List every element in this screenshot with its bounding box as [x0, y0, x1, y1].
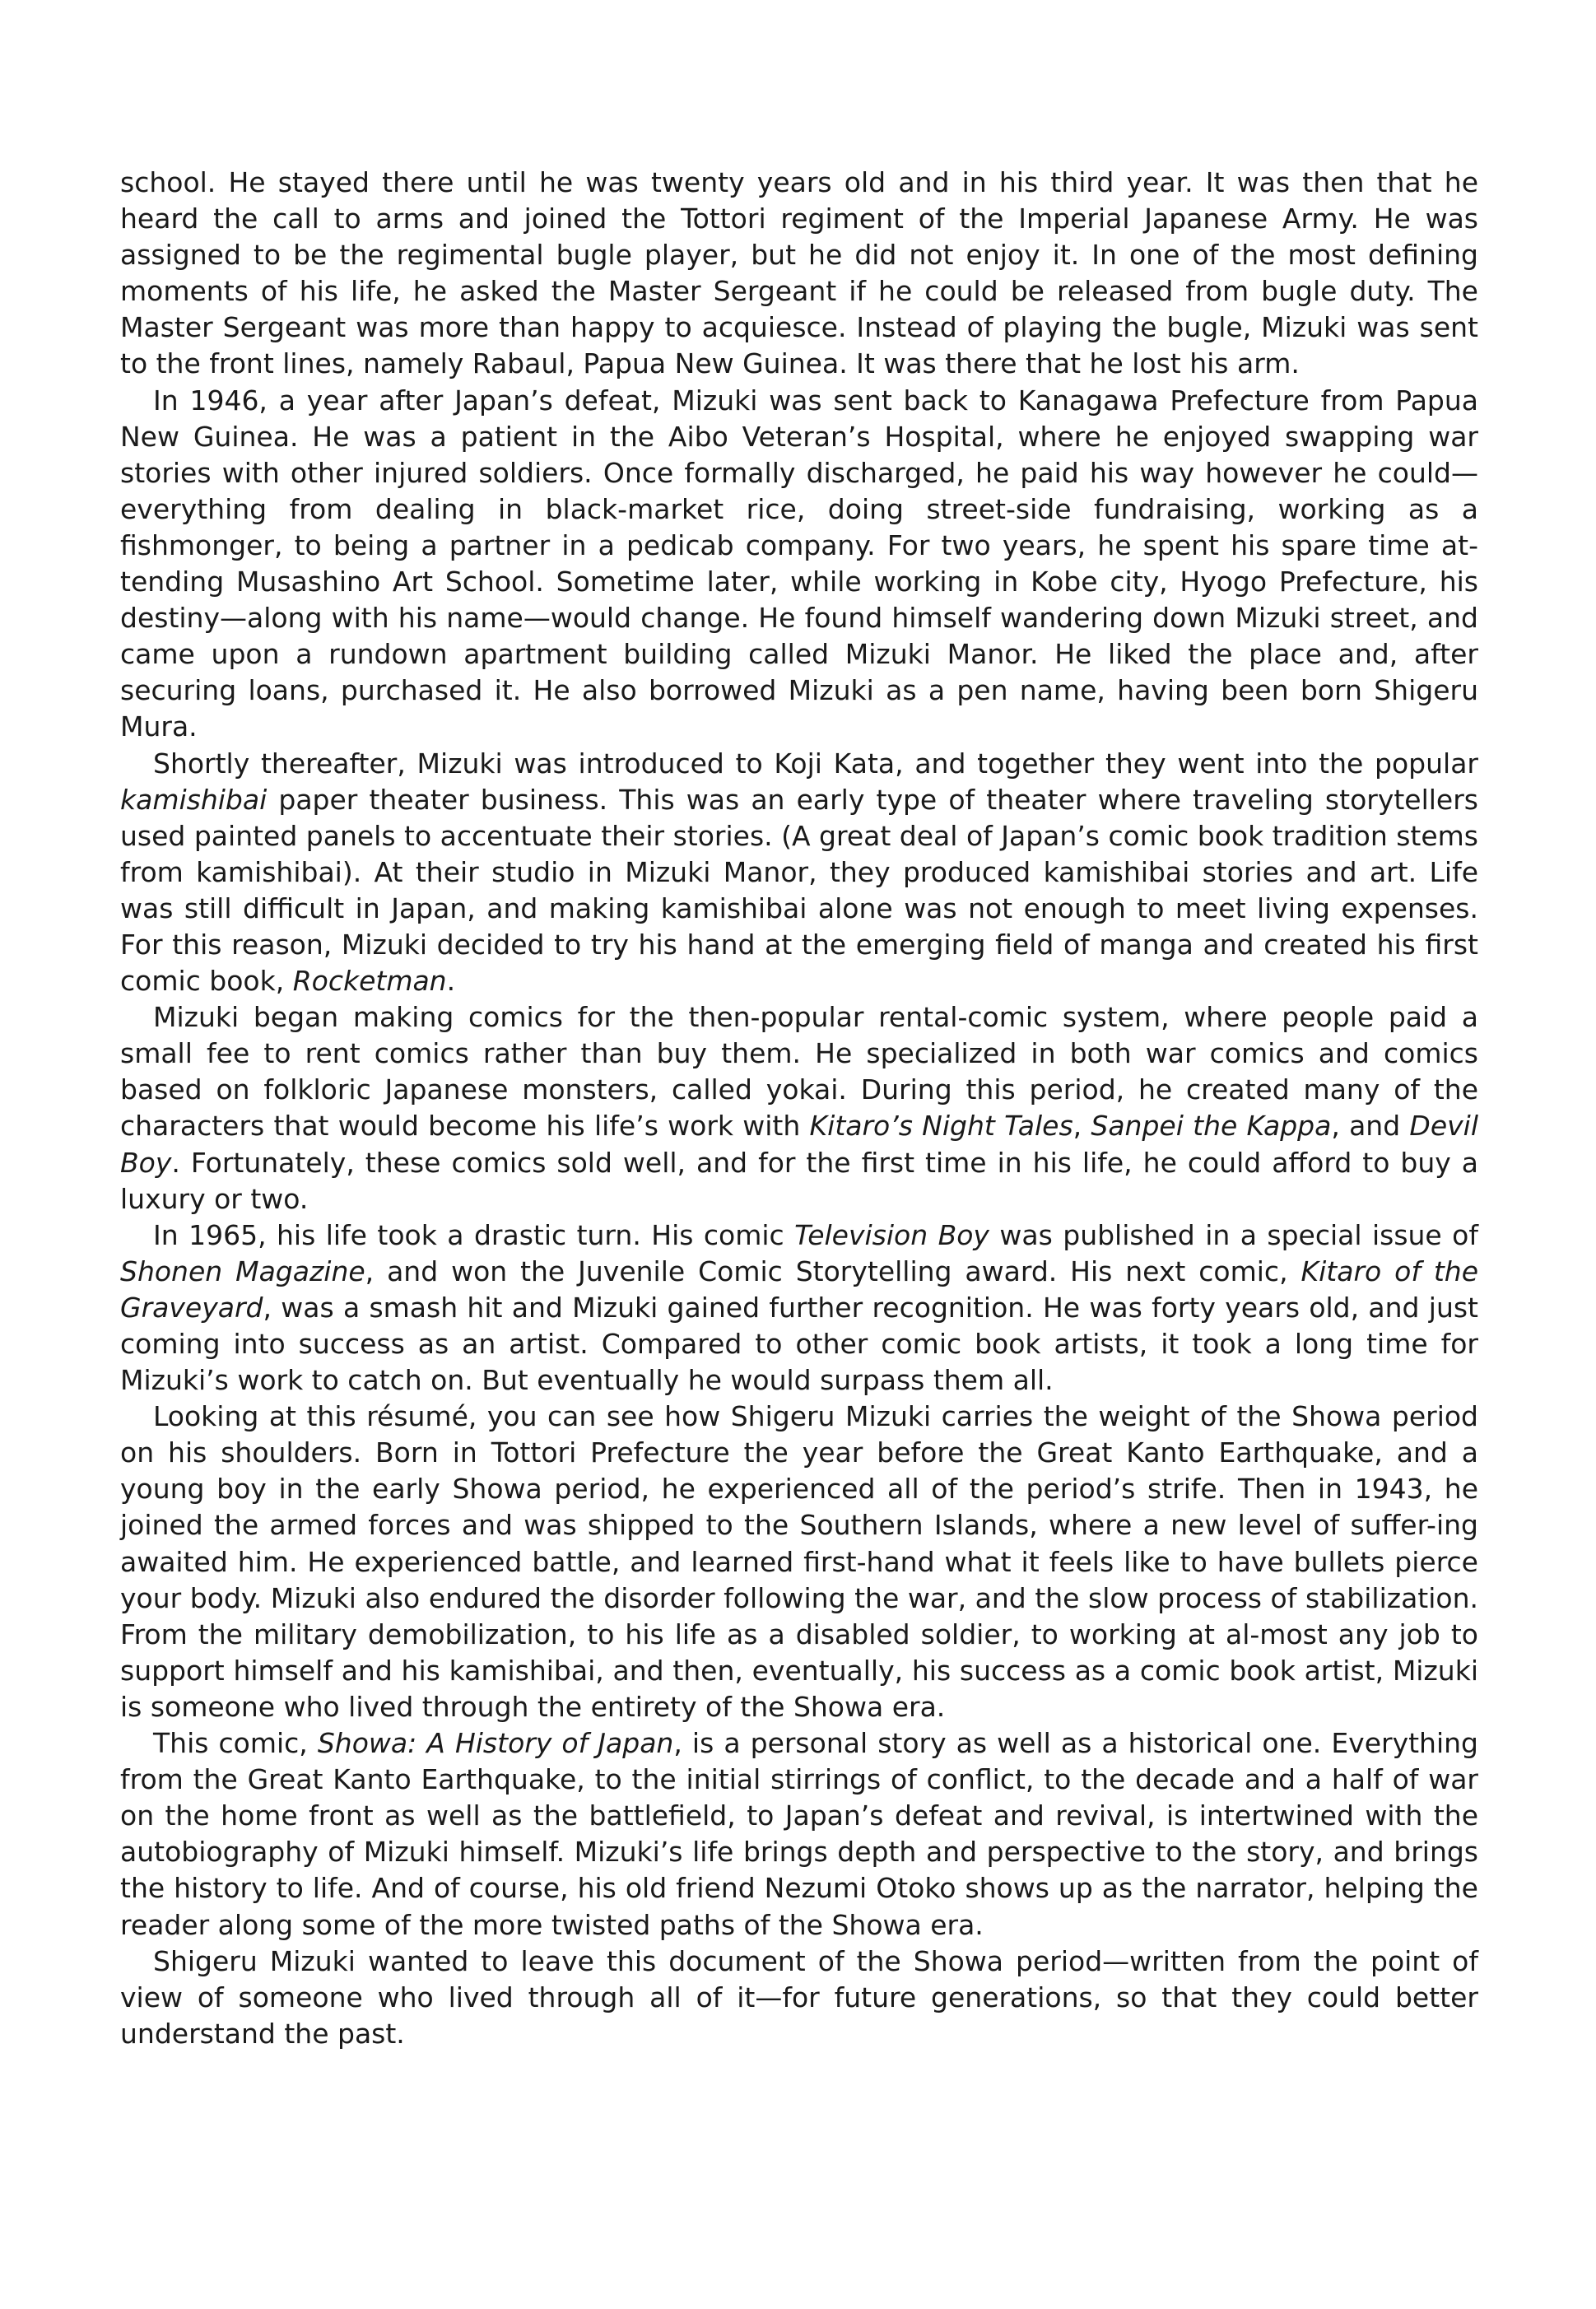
- text-run: In 1965, his life took a drastic turn. His comic: [153, 1218, 795, 1251]
- italic-run: Kitaro of the Graveyard: [120, 1255, 1479, 1324]
- paragraph-8: [120, 1944, 1478, 2052]
- italic-run: Showa: A History of Japan: [317, 1727, 674, 1760]
- italic-run: kamishibai: [120, 783, 268, 816]
- text-run: , is a personal story as well as a historical one. Everything from the Great Kanto Earthquake, to the initial stirrings of conflict, to the decade and a half of war on the home front as well as the battlefield, to Japan’s defeat and revival, is intertwined with the autobiography of Mizuki himself. Mizuki’s life brings depth and perspective to the story, and brings the history to life. And of course, his old friend Nezumi Otoko shows up as the narrator, helping the reader along some of the more twisted paths of the Showa era.: [120, 1727, 1478, 1941]
- text-run: ,: [1073, 1110, 1091, 1143]
- text-run: .: [446, 965, 456, 998]
- text-run: This comic,: [153, 1727, 318, 1760]
- text-run: Shortly thereafter, Mizuki was introduced to Koji Kata, and together they went into the popular: [153, 747, 1478, 780]
- paragraph-1: [120, 165, 1478, 383]
- text-run: In 1946, a year after Japan’s defeat, Mizuki was sent back to Kanagawa Prefecture from Papua New Guinea. He was a patient in the Aibo Veteran’s Hospital, where he enjoyed swapping war stories with other injured soldiers. Once formally discharged, he paid his way however he could—everything from dealing in black-market rice, doing street-side fundraising, working as a fishmonger, to being a partner in a pedicab company. For two years, he spent his spare time at-tending Musashino Art School. Sometime later, while working in Kobe city, Hyogo Prefecture, his destiny—along with his name—would change. He found himself wandering down Mizuki street, and came upon a rundown apartment building called Mizuki Manor. He liked the place and, after securing loans, purchased it. He also borrowed Mizuki as a pen name, having been born Shigeru Mura.: [120, 384, 1478, 743]
- paragraph-2: [120, 383, 1478, 746]
- text-run: Looking at this résumé, you can see how Shigeru Mizuki carries the weight of the Showa period on his shoulders. Born in Tottori Prefecture the year before the Great Kanto Earthquake, and a young boy in the early Showa period, he experienced all of the period’s strife. Then in 1943, he joined the armed forces and was shipped to the Southern Islands, where a new level of suffer-ing awaited him. He experienced battle, and learned first-hand what it feels like to have bullets pierce your body. Mizuki also endured the disorder following the war, and the slow process of stabilization. From the military demobilization, to his life as a disabled soldier, to working at al-most any job to support himself and his kamishibai, and then, eventually, his success as a comic book artist, Mizuki is someone who lived through the entirety of the Showa era.: [120, 1400, 1478, 1723]
- document-page: [120, 165, 1478, 2052]
- paragraph-3: [120, 746, 1478, 1000]
- text-run: , was a smash hit and Mizuki gained further recognition. He was forty years old, and just coming into success as an artist. Compared to other comic book artists, it took a long time for Mizuki’s work to catch on. But eventually he would surpass them all.: [120, 1291, 1478, 1397]
- italic-run: Television Boy: [794, 1218, 989, 1251]
- text-run: school. He stayed there until he was twenty years old and in his third year. It was then that he heard the call to arms and joined the Tottori regiment of the Imperial Japanese Army. He was assigned to be the regimental bugle player, but he did not enjoy it. In one of the most defining moments of his life, he asked the Master Sergeant if he could be released from bugle duty. The Master Sergeant was more than happy to acquiesce. Instead of playing the bugle, Mizuki was sent to the front lines, namely Rabaul, Papua New Guinea. It was there that he lost his arm.: [120, 166, 1478, 380]
- text-run: was published in a special issue of: [989, 1218, 1478, 1251]
- text-run: paper theater business. This was an early type of theater where traveling storytellers used painted panels to accentuate their stories. (A great deal of Japan’s comic book tradition stems from kamishibai). At their studio in Mizuki Manor, they produced kamishibai stories and art. Life was still difficult in Japan, and making kamishibai alone was not enough to meet living expenses. For this reason, Mizuki decided to try his hand at the emerging field of manga and created his first comic book,: [120, 783, 1478, 998]
- paragraph-7: [120, 1725, 1478, 1944]
- paragraph-4: [120, 999, 1478, 1217]
- text-run: . Fortunately, these comics sold well, and for the first time in his life, he could afford to buy a luxury or two.: [120, 1146, 1478, 1215]
- text-run: , and: [1331, 1110, 1410, 1143]
- italic-run: Sanpei the Kappa: [1091, 1110, 1332, 1143]
- text-run: Shigeru Mizuki wanted to leave this document of the Showa period—written from the point of view of someone who lived through all of it—for future generations, so that they could better understand the past.: [120, 1944, 1478, 2050]
- paragraph-6: [120, 1399, 1478, 1725]
- paragraph-5: [120, 1217, 1478, 1399]
- italic-run: Rocketman: [292, 965, 447, 998]
- italic-run: Kitaro’s Night Tales: [809, 1110, 1073, 1143]
- text-run: , and won the Juvenile Comic Storytelling award. His next comic,: [365, 1255, 1301, 1287]
- italic-run: Devil Boy: [120, 1110, 1478, 1179]
- text-run: Mizuki began making comics for the then-popular rental-comic system, where people paid a small fee to rent comics rather than buy them. He specialized in both war comics and comics based on folkloric Japanese monsters, called yokai. During this period, he created many of the characters that would become his life’s work with: [120, 1001, 1478, 1143]
- italic-run: Shonen Magazine: [120, 1255, 365, 1287]
